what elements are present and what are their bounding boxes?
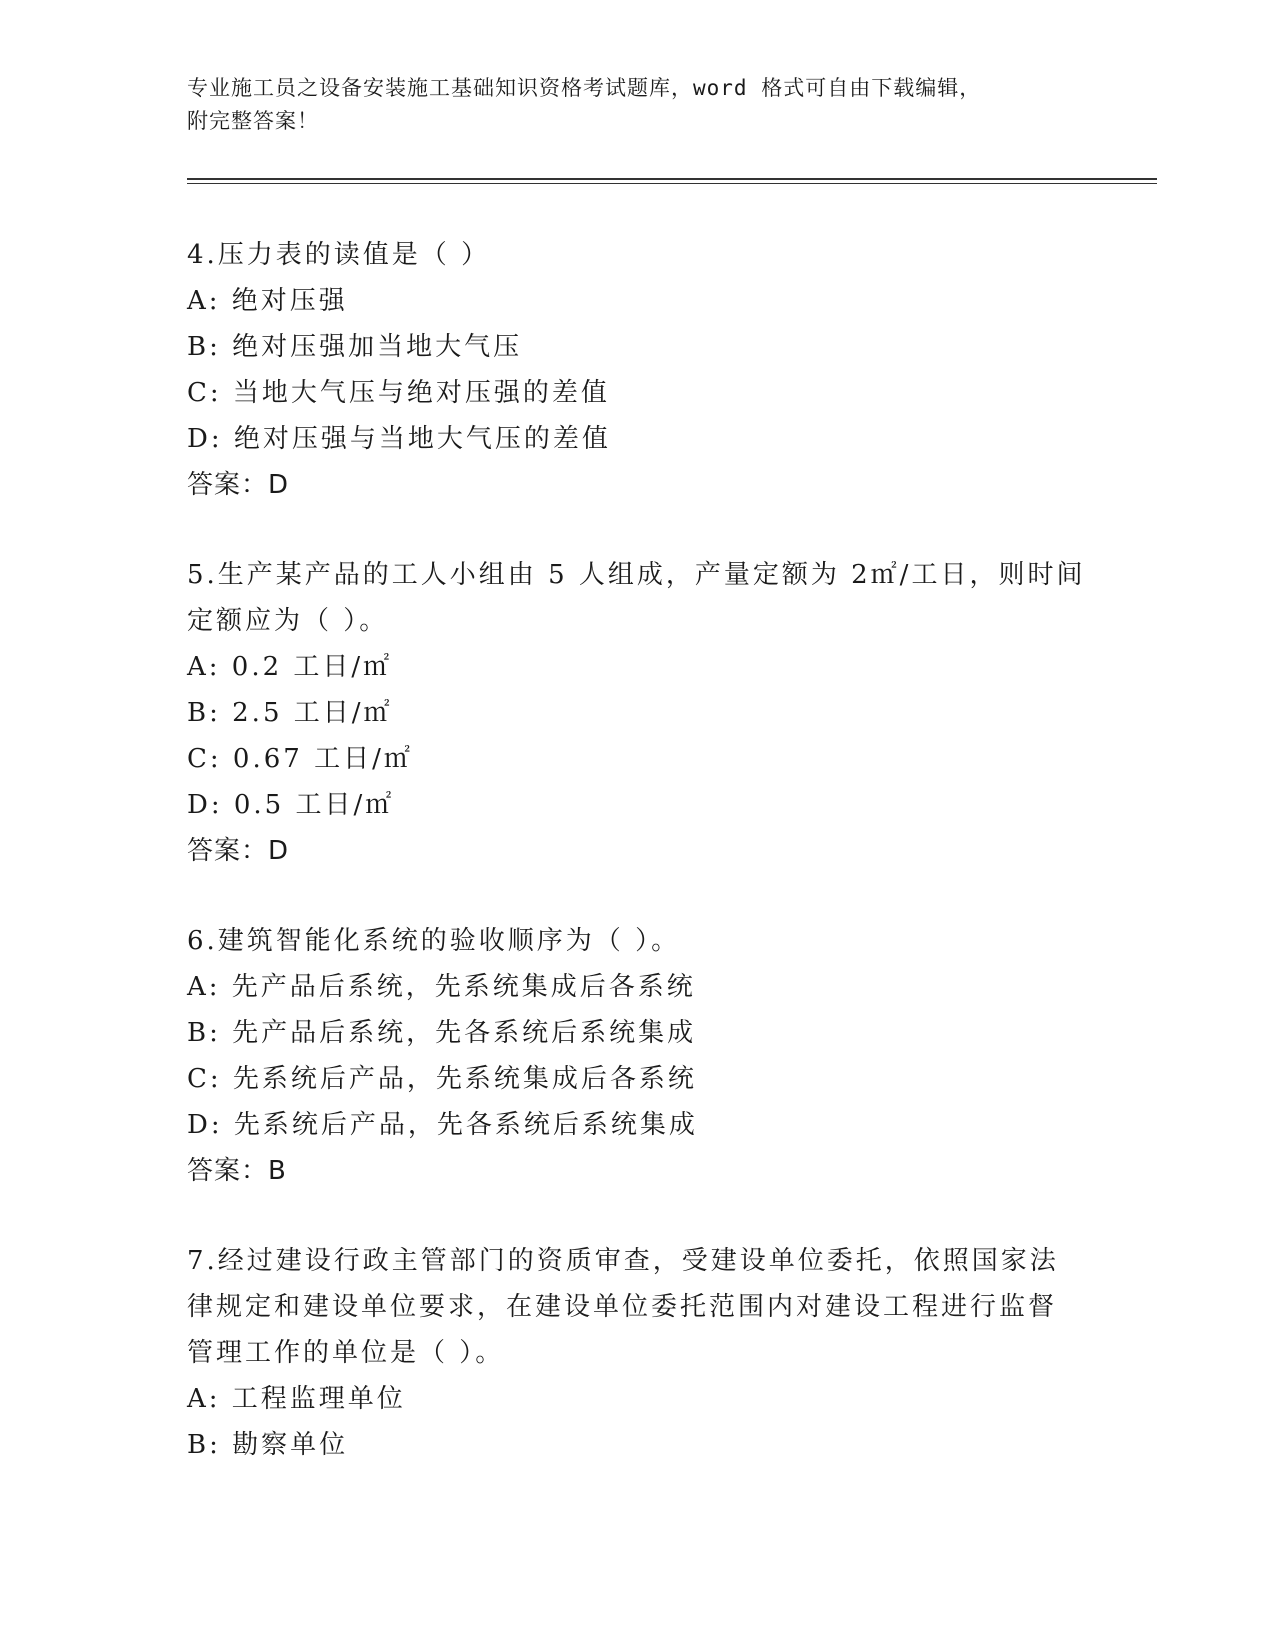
question-stem-line: 律规定和建设单位要求，在建设单位委托范围内对建设工程进行监督 — [187, 1292, 1058, 1322]
question-stem — [187, 918, 1087, 964]
question-stem — [187, 552, 1087, 644]
question-block — [187, 918, 1087, 1194]
answer-option: D: 0.5 工日/㎡ — [187, 790, 395, 820]
answer-key: 答案：B — [187, 1156, 287, 1186]
question-stem-line: 管理工作的单位是（ ）。 — [187, 1338, 505, 1368]
answer-option: D: 先系统后产品，先各系统后系统集成 — [187, 1110, 698, 1140]
header-line: 专业施工员之设备安装施工基础知识资格考试题库，word 格式可自由下载编辑， — [187, 76, 982, 100]
question-stem-line: 4.压力表的读值是（ ） — [187, 240, 491, 270]
answer-option: C: 先系统后产品，先系统集成后各系统 — [187, 1064, 697, 1094]
answer-option: B: 先产品后系统，先各系统后系统集成 — [187, 1018, 697, 1048]
question-stem-line: 6.建筑智能化系统的验收顺序为（ ）。 — [187, 926, 681, 956]
answer-option: B: 2.5 工日/㎡ — [187, 698, 393, 728]
question-stem — [187, 1238, 1087, 1376]
header-line: 附完整答案！ — [187, 109, 319, 133]
answer-option: C: 0.67 工日/㎡ — [187, 744, 413, 774]
question-stem — [187, 232, 1087, 278]
answer-key: 答案：D — [187, 836, 290, 866]
answer-option: A: 工程监理单位 — [187, 1384, 406, 1414]
question-block — [187, 232, 1087, 508]
question-stem-line: 定额应为（ ）。 — [187, 606, 389, 636]
question-block — [187, 1238, 1087, 1468]
header-divider — [187, 183, 1157, 184]
answer-key: 答案：D — [187, 470, 290, 500]
header-divider — [187, 178, 1157, 180]
question-stem-line: 5.生产某产品的工人小组由 5 人组成，产量定额为 2㎡/工日，则时间 — [187, 560, 1086, 590]
answer-option: A: 绝对压强 — [187, 286, 348, 316]
answer-option: A: 0.2 工日/㎡ — [187, 652, 393, 682]
question-list — [187, 232, 1087, 1512]
document-header — [187, 72, 1087, 138]
question-stem-line: 7.经过建设行政主管部门的资质审查，受建设单位委托，依照国家法 — [187, 1246, 1059, 1276]
answer-option: D: 绝对压强与当地大气压的差值 — [187, 424, 611, 454]
question-block — [187, 552, 1087, 874]
answer-option: C: 当地大气压与绝对压强的差值 — [187, 378, 610, 408]
answer-option: A: 先产品后系统，先系统集成后各系统 — [187, 972, 696, 1002]
answer-option: B: 勘察单位 — [187, 1430, 349, 1460]
answer-option: B: 绝对压强加当地大气压 — [187, 332, 523, 362]
